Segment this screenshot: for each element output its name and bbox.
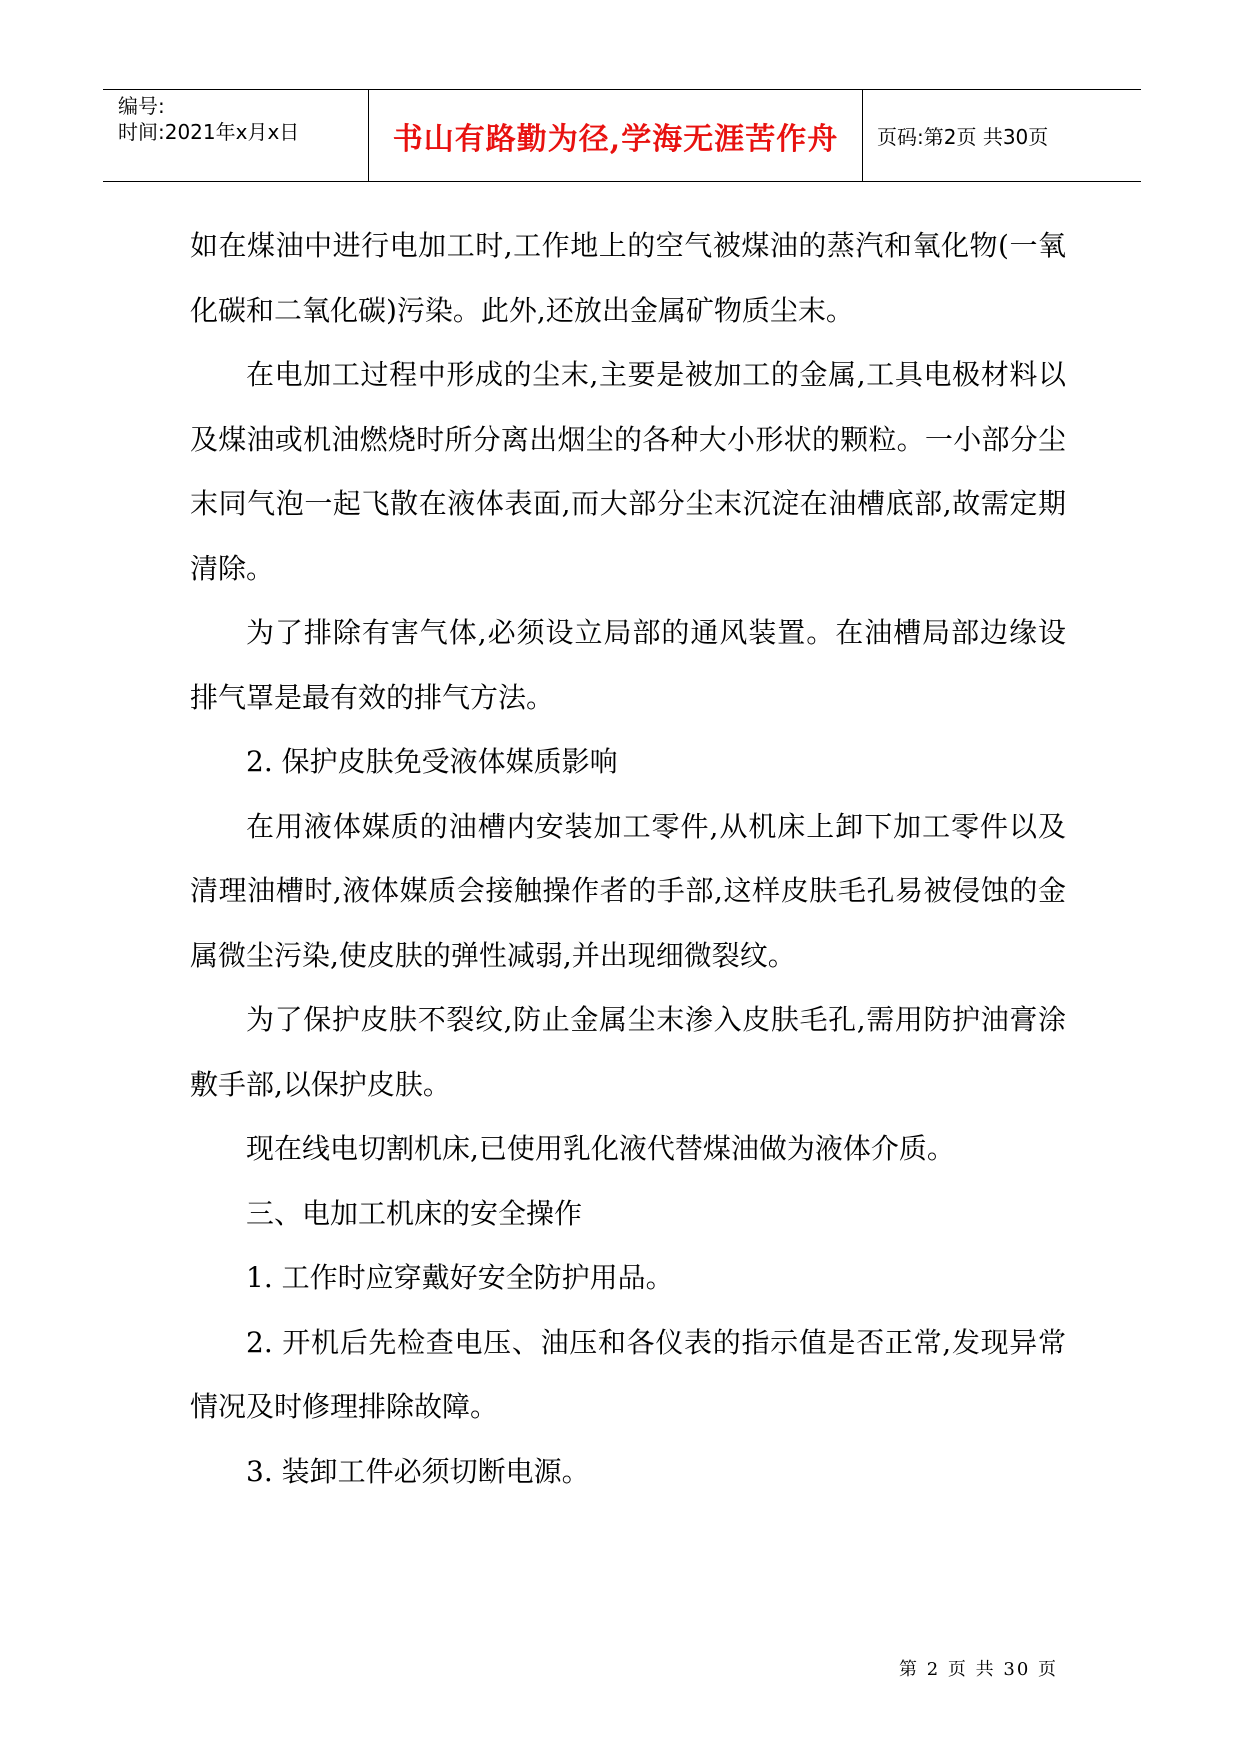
document-number-label: 编号:: [118, 94, 165, 118]
header-motto: 书山有路勤为径,学海无涯苦作舟: [392, 121, 839, 157]
body-paragraph-6: 现在线电切割机床,已使用乳化液代替煤油做为液体介质。: [246, 1132, 955, 1165]
header-meta: [103, 90, 369, 181]
header-page-code: 页码:第2页 共30页: [877, 125, 1049, 149]
page-footer-number: 第 2 页 共 30 页: [899, 1659, 1058, 1680]
section-heading-safe-operation: 三、电加工机床的安全操作: [246, 1196, 583, 1230]
body-paragraph-4: 在用液体媒质的油槽内安装加工零件,从机床上卸下加工零件以及清理油槽时,液体媒质会接触操作者的手部,这样皮肤毛孔易被侵蚀的金属微尘污染,使皮肤的弹性减弱,并出现细微裂纹。: [190, 809, 1066, 972]
body-paragraph-2: 在电加工过程中形成的尘末,主要是被加工的金属,工具电极材料以及煤油或机油燃烧时所分离出烟尘的各种大小形状的颗粒。一小部分尘末同气泡一起飞散在液体表面,而大部分尘末沉淀在油槽底部,故需定期清除。: [190, 358, 1066, 585]
body-paragraph-5: 为了保护皮肤不裂纹,防止金属尘末渗入皮肤毛孔,需用防护油膏涂敷手部,以保护皮肤。: [190, 1003, 1066, 1101]
header-motto-cell: [369, 90, 863, 181]
page-header: [103, 89, 1141, 182]
section-heading-skin-protection: 2. 保护皮肤免受液体媒质影响: [246, 745, 618, 778]
body-paragraph-3: 为了排除有害气体,必须设立局部的通风装置。在油槽局部边缘设排气罩是最有效的排气方法。: [190, 616, 1066, 714]
document-time-label: 时间:2021年x月x日: [118, 120, 300, 144]
list-item-1: 1. 工作时应穿戴好安全防护用品。: [246, 1261, 674, 1294]
list-item-2: 2. 开机后先检查电压、油压和各仪表的指示值是否正常,发现异常情况及时修理排除故障。: [190, 1325, 1066, 1423]
list-item-3: 3. 装卸工件必须切断电源。: [246, 1454, 590, 1488]
body-paragraph-1: 如在煤油中进行电加工时,工作地上的空气被煤油的蒸汽和氧化物(一氧化碳和二氧化碳)污染。此外,还放出金属矿物质尘末。: [190, 229, 1066, 327]
document-body: [190, 214, 1066, 1504]
